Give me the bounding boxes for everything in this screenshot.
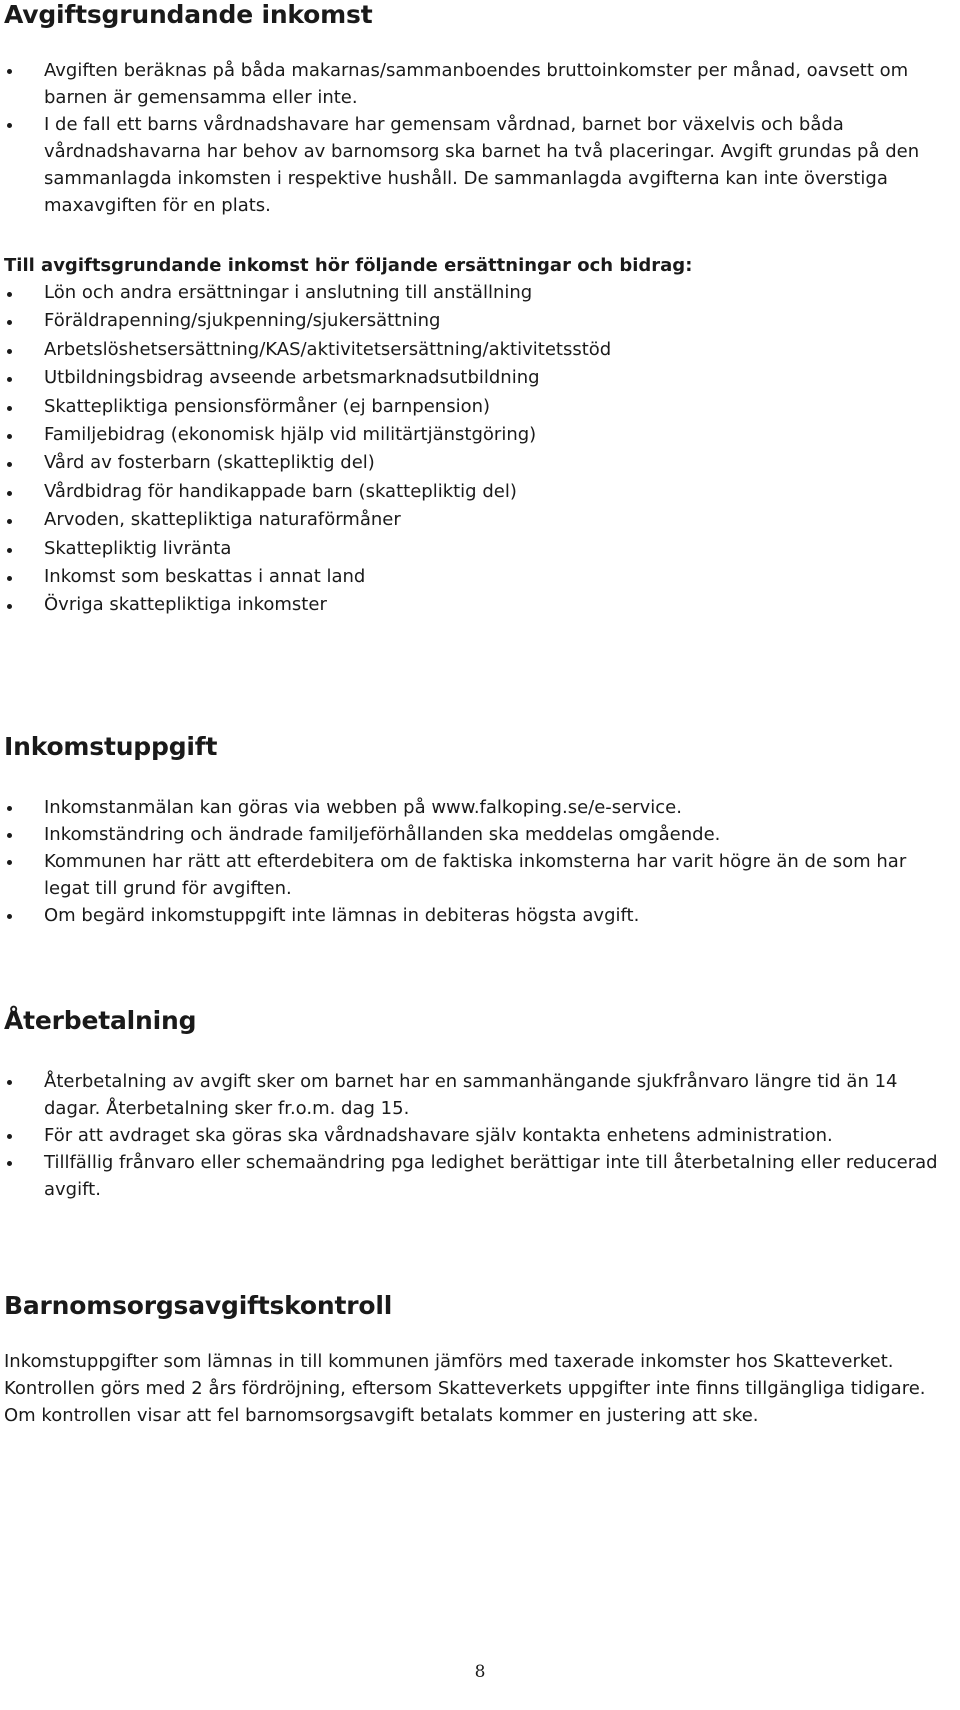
section-inkomstuppgift <box>4 732 944 929</box>
bullet-list <box>4 57 944 219</box>
bullet-list <box>4 794 944 929</box>
list-item: Övriga skattepliktiga inkomster <box>4 591 944 619</box>
list-item: Inkomst som beskattas i annat land <box>4 563 944 591</box>
section-heading: Avgiftsgrundande inkomst <box>4 0 373 29</box>
list-item: Om begärd inkomstuppgift inte lämnas in debiteras högsta avgift. <box>4 902 944 929</box>
list-item: Vårdbidrag för handikappade barn (skattepliktig del) <box>4 478 944 506</box>
section-avgiftsgrundande-inkomst <box>4 0 944 219</box>
section-heading: Inkomstuppgift <box>4 732 218 761</box>
list-item: Återbetalning av avgift sker om barnet har en sammanhängande sjukfrånvaro längre tid än 14 dagar. Återbetalning sker fr.o.m. dag 15. <box>4 1068 944 1122</box>
income-types-block <box>4 252 944 620</box>
list-item: Inkomständring och ändrade familjeförhållanden ska meddelas omgående. <box>4 821 944 848</box>
section-barnomsorgsavgiftskontroll <box>4 1291 944 1429</box>
list-item: Arvoden, skattepliktiga naturaförmåner <box>4 506 944 534</box>
list-item: Familjebidrag (ekonomisk hjälp vid militärtjänstgöring) <box>4 421 944 449</box>
list-item: Skattepliktiga pensionsförmåner (ej barnpension) <box>4 393 944 421</box>
list-item: Tillfällig frånvaro eller schemaändring pga ledighet berättigar inte till återbetalning eller reducerad avgift. <box>4 1149 944 1203</box>
list-item: Avgiften beräknas på båda makarnas/sammanboendes bruttoinkomster per månad, oavsett om barnen är gemensamma eller inte. <box>4 57 944 111</box>
list-item: Arbetslöshetsersättning/KAS/aktivitetsersättning/aktivitetsstöd <box>4 336 944 364</box>
list-item: Vård av fosterbarn (skattepliktig del) <box>4 449 944 477</box>
income-types-list <box>4 279 944 620</box>
list-item: I de fall ett barns vårdnadshavare har gemensam vårdnad, barnet bor växelvis och båda vårdnadshavarna har behov av barnomsorg ska barnet ha två placeringar. Avgift grundas på den sammanlagda inkomsten i respektive hushåll. De sammanlagda avgifterna kan inte överstiga maxavgiften för en plats. <box>4 111 944 219</box>
bullet-list <box>4 1068 944 1203</box>
list-item: Skattepliktig livränta <box>4 535 944 563</box>
section-aterbetalning <box>4 1006 944 1203</box>
page-number: 8 <box>474 1662 486 1682</box>
list-item: Lön och andra ersättningar i anslutning till anställning <box>4 279 944 307</box>
list-item: Utbildningsbidrag avseende arbetsmarknadsutbildning <box>4 364 944 392</box>
list-item: Föräldrapenning/sjukpenning/sjukersättning <box>4 307 944 335</box>
section-heading: Barnomsorgsavgiftskontroll <box>4 1291 393 1320</box>
section-heading: Återbetalning <box>4 1006 197 1035</box>
income-types-subheading: Till avgiftsgrundande inkomst hör följande ersättningar och bidrag: <box>4 255 693 276</box>
body-paragraph: Inkomstuppgifter som lämnas in till kommunen jämförs med taxerade inkomster hos Skatteverket. Kontrollen görs med 2 års fördröjning, eftersom Skatteverkets uppgifter inte finns tillgängliga tidigare. Om kontrollen visar att fel barnomsorgsavgift betalats kommer en justering att ske. <box>4 1351 926 1426</box>
list-item: Kommunen har rätt att efterdebitera om de faktiska inkomsterna har varit högre än de som har legat till grund för avgiften. <box>4 848 944 902</box>
list-item: För att avdraget ska göras ska vårdnadshavare själv kontakta enhetens administration. <box>4 1122 944 1149</box>
list-item: Inkomstanmälan kan göras via webben på www.falkoping.se/e-service. <box>4 794 944 821</box>
